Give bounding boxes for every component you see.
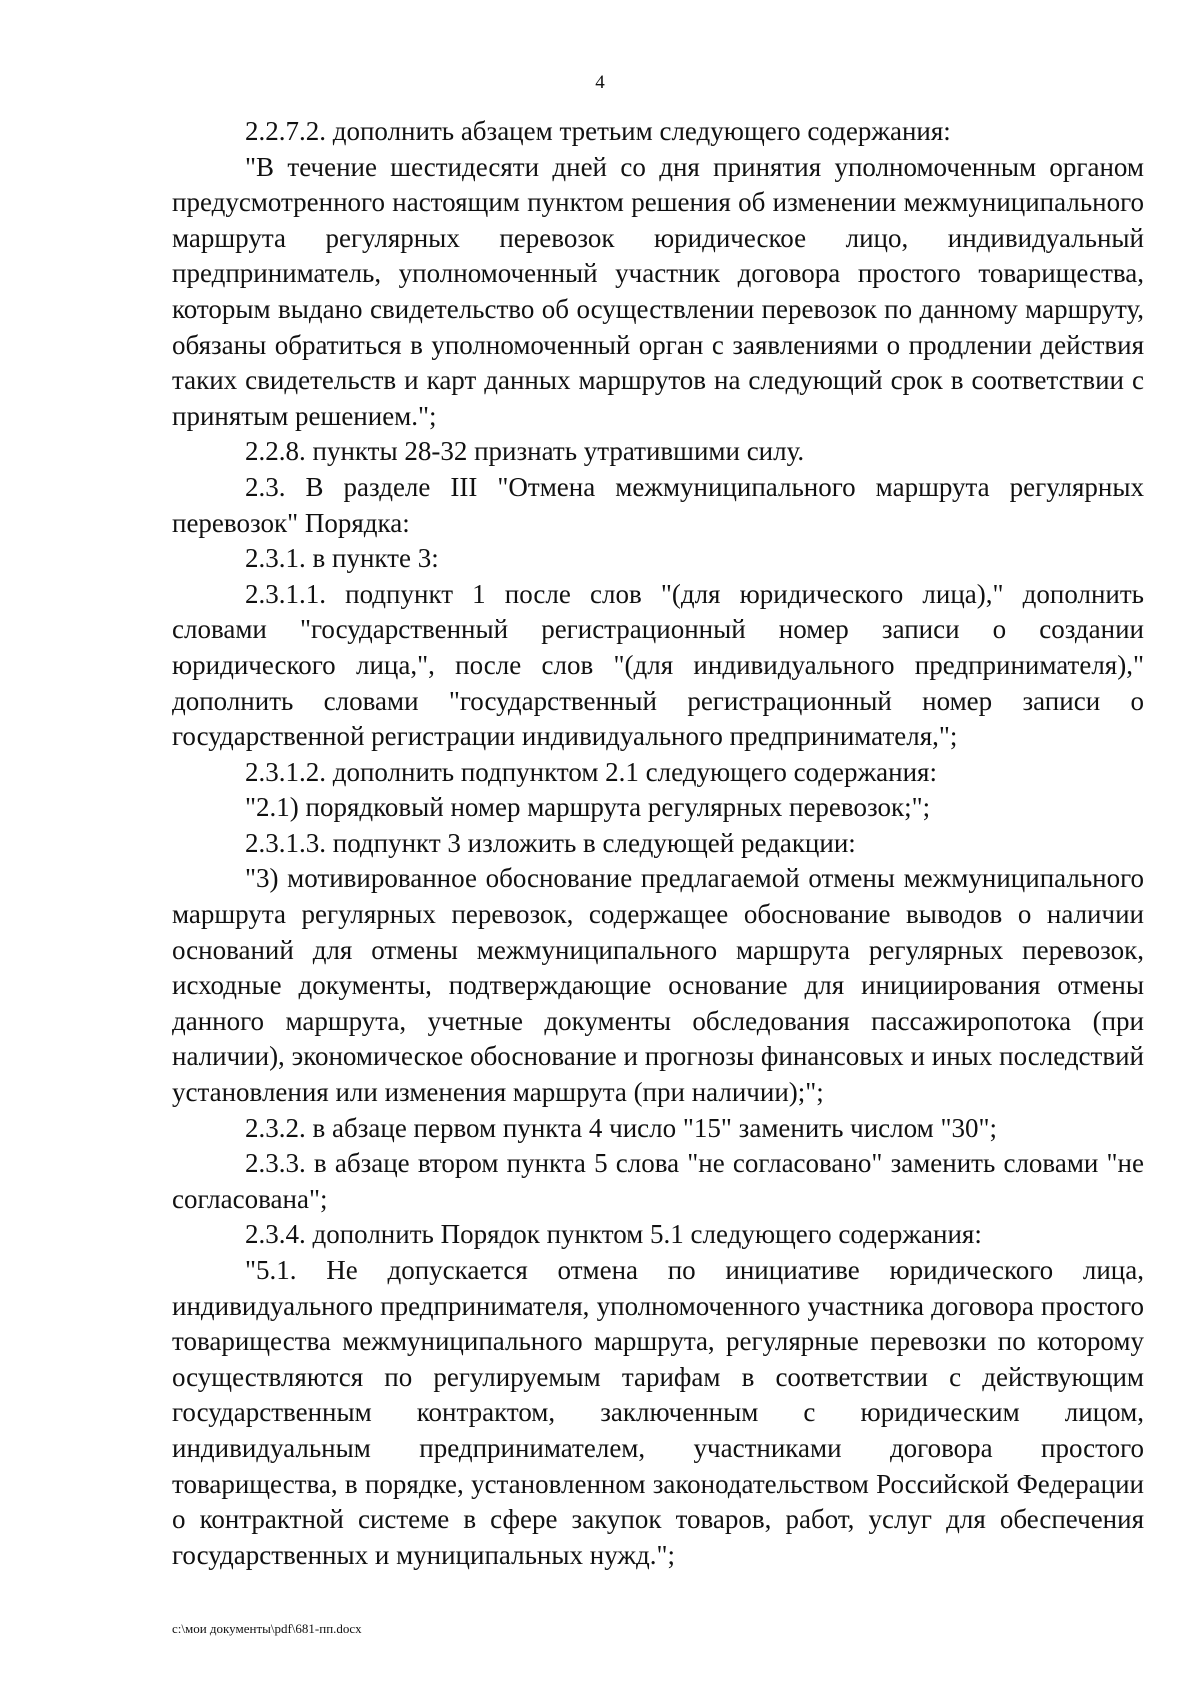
paragraph-2-2-8: 2.2.8. пункты 28-32 признать утратившими силу. [245, 436, 805, 467]
paragraph-2-3-1: 2.3.1. в пункте 3: [245, 543, 439, 574]
paragraph-quote-5-1: "5.1. Не допускается отмена по инициативе юридического лица, индивидуального предпринимателя, уполномоченного участника договора простого товарищества межмуниципального маршрута, регулярные перевозки по которому осуществляются по регулируемым тарифам в соответствии с действующим государственным контрактом, заключенным с юридическим лицом, индивидуальным предпринимателем, участниками договора простого товарищества, в порядке, установленном законодательством Российской Федерации о контрактной системе в сфере закупок товаров, работ, услуг для обеспечения государственных и муниципальных нужд."; [172, 1255, 1144, 1570]
paragraph-2-3: 2.3. В разделе III "Отмена межмуниципального маршрута регулярных перевозок" Порядка: [172, 471, 1144, 538]
paragraph-2-2-7-2: 2.2.7.2. дополнить абзацем третьим следующего содержания: [245, 116, 951, 146]
document-body [172, 114, 1144, 1573]
paragraph-quote-sixty-days: "В течение шестидесяти дней со дня принятия уполномоченным органом предусмотренного настоящим пунктом решения об изменении межмуниципального маршрута регулярных перевозок юридическое лицо, индивидуальный предприниматель, уполномоченный участник договора простого товарищества, которым выдано свидетельство об осуществлении перевозок по данному маршруту, обязаны обратиться в уполномоченный орган с заявлениями о продлении действия таких свидетельств и карт данных маршрутов на следующий срок в соответствии с принятым решением."; [172, 151, 1144, 431]
paragraph-2-3-4: 2.3.4. дополнить Порядок пунктом 5.1 следующего содержания: [245, 1219, 982, 1250]
page-number: 4 [595, 72, 605, 93]
paragraph-2-3-3: 2.3.3. в абзаце втором пункта 5 слова "не согласовано" заменить словами "не согласована"; [172, 1148, 1144, 1214]
paragraph-2-3-1-1: 2.3.1.1. подпункт 1 после слов "(для юридического лица)," дополнить словами "государственный регистрационный номер записи о создании юридического лица,", после слов "(для индивидуального предпринимателя)," дополнить словами "государственный регистрационный номер записи о государственной регистрации индивидуального предпринимателя,"; [172, 578, 1144, 752]
paragraph-2-3-1-3: 2.3.1.3. подпункт 3 изложить в следующей редакции: [245, 827, 856, 858]
footer-file-path: c:\мои документы\pdf\681-пп.docx [172, 1621, 362, 1636]
paragraph-2-3-2: 2.3.2. в абзаце первом пункта 4 число "15" заменить числом "30"; [245, 1112, 998, 1143]
paragraph-quote-3: "3) мотивированное обоснование предлагаемой отмены межмуниципального маршрута регулярных перевозок, содержащее обоснование выводов о наличии оснований для отмены межмуниципального маршрута регулярных перевозок, исходные документы, подтверждающие основание для инициирования отмены данного маршрута, учетные документы обследования пассажиропотока (при наличии), экономическое обоснование и прогнозы финансовых и иных последствий установления или изменения маршрута (при наличии);"; [172, 863, 1144, 1108]
paragraph-2-3-1-2: 2.3.1.2. дополнить подпунктом 2.1 следующего содержания: [245, 756, 937, 787]
paragraph-quote-2-1: "2.1) порядковый номер маршрута регулярных перевозок;"; [245, 792, 931, 823]
